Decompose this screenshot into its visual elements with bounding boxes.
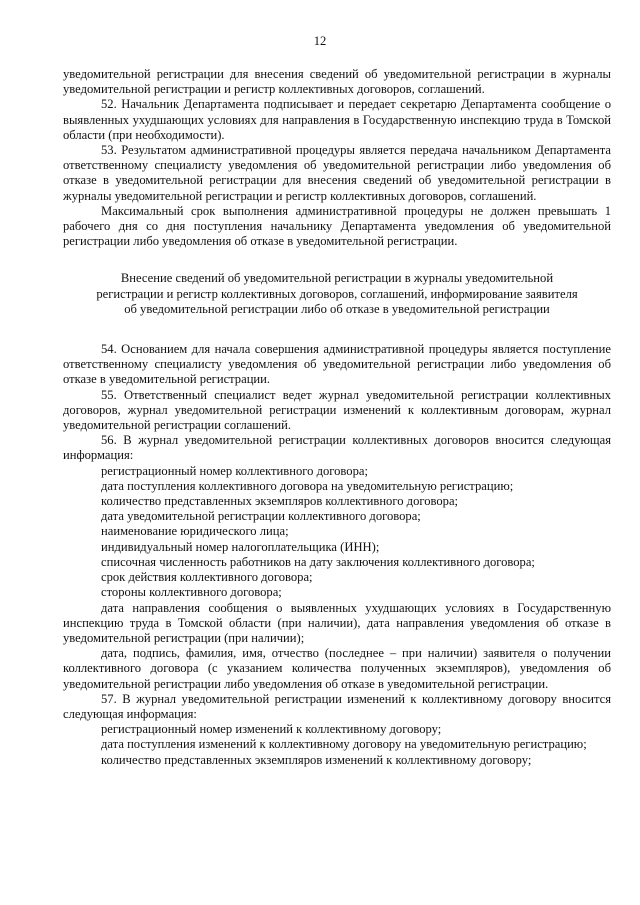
paragraph: количество представленных экземпляров изменений к коллективному договору; bbox=[101, 752, 532, 767]
paragraph: наименование юридического лица; bbox=[101, 524, 289, 539]
paragraph: дата поступления коллективного договора на уведомительную регистрацию; bbox=[101, 478, 514, 493]
section-heading-line: Внесение сведений об уведомительной регистрации в журналы уведомительной bbox=[120, 271, 554, 286]
paragraph: дата, подпись, фамилия, имя, отчество (последнее – при наличии) заявителя о получении коллективного договора (с указанием количества полученных экземпляров), уведомления об уведомительной регистрации либо уведомления об отказе в уведомительной регистрации. bbox=[63, 646, 611, 691]
section-heading bbox=[63, 271, 611, 317]
paragraph: дата направления сообщения о выявленных ухудшающих условиях в Государственную инспекцию труда в Томской области (при наличии), дата направления уведомления об отказе в уведомительной регистрации (при наличии); bbox=[63, 600, 611, 645]
paragraphs-before-heading bbox=[63, 67, 611, 249]
paragraph: списочная численность работников на дату заключения коллективного договора; bbox=[101, 554, 535, 569]
paragraph: стороны коллективного договора; bbox=[101, 585, 282, 600]
paragraph: регистрационный номер коллективного договора; bbox=[101, 463, 368, 478]
paragraph: уведомительной регистрации для внесения сведений об уведомительной регистрации в журналы уведомительной регистрации и регистр коллективных договоров, соглашений. bbox=[63, 67, 611, 97]
paragraph: 56. В журнал уведомительной регистрации коллективных договоров вносится следующая информация: bbox=[63, 433, 611, 463]
section-heading-line: регистрации и регистр коллективных договоров, соглашений, информирование заявителя bbox=[96, 286, 578, 301]
paragraph: 57. В журнал уведомительной регистрации изменений к коллективному договору вносится следующая информация: bbox=[63, 691, 611, 721]
paragraph: Максимальный срок выполнения административной процедуры не должен превышать 1 рабочего дня со дня поступления начальнику Департамента уведомления об уведомительной регистрации либо уведомления об отказе в уведомительной регистрации. bbox=[63, 203, 611, 249]
page-number: 12 bbox=[313, 34, 327, 48]
paragraph: дата поступления изменений к коллективному договору на уведомительную регистрацию; bbox=[101, 737, 587, 752]
section-heading-line: об уведомительной регистрации либо об отказе в уведомительной регистрации bbox=[124, 301, 550, 316]
paragraph: 54. Основанием для начала совершения административной процедуры является поступление ответственному специалисту уведомления об уведомительной регистрации либо уведомления об отказе в уведомительной регистрации. bbox=[63, 342, 611, 387]
paragraph: 52. Начальник Департамента подписывает и передает секретарю Департамента сообщение о выявленных ухудшающих условиях для направления в Государственную инспекцию труда в Томской области (при необходимости). bbox=[63, 97, 611, 142]
paragraph: 55. Ответственный специалист ведет журнал уведомительной регистрации коллективных договоров, журнал уведомительной регистрации изменений к коллективным договорам, журнал уведомительной регистрации соглашений. bbox=[63, 387, 611, 433]
paragraphs-after-heading bbox=[63, 342, 611, 768]
paragraph: 53. Результатом административной процедуры является передача начальником Департамента ответственному специалисту уведомления об уведомительной регистрации либо уведомления об отказе в уведомительной регистрации для внесения сведений об уведомительной регистрации в журналы уведомительной регистрации и регистр коллективных договоров, соглашений. bbox=[63, 143, 611, 203]
document-body bbox=[63, 67, 611, 768]
paragraph: регистрационный номер изменений к коллективному договору; bbox=[101, 722, 442, 737]
paragraph: индивидуальный номер налогоплательщика (ИНН); bbox=[101, 539, 380, 554]
paragraph: количество представленных экземпляров коллективного договора; bbox=[101, 494, 459, 509]
paragraph: срок действия коллективного договора; bbox=[101, 570, 313, 585]
paragraph: дата уведомительной регистрации коллективного договора; bbox=[101, 509, 421, 524]
